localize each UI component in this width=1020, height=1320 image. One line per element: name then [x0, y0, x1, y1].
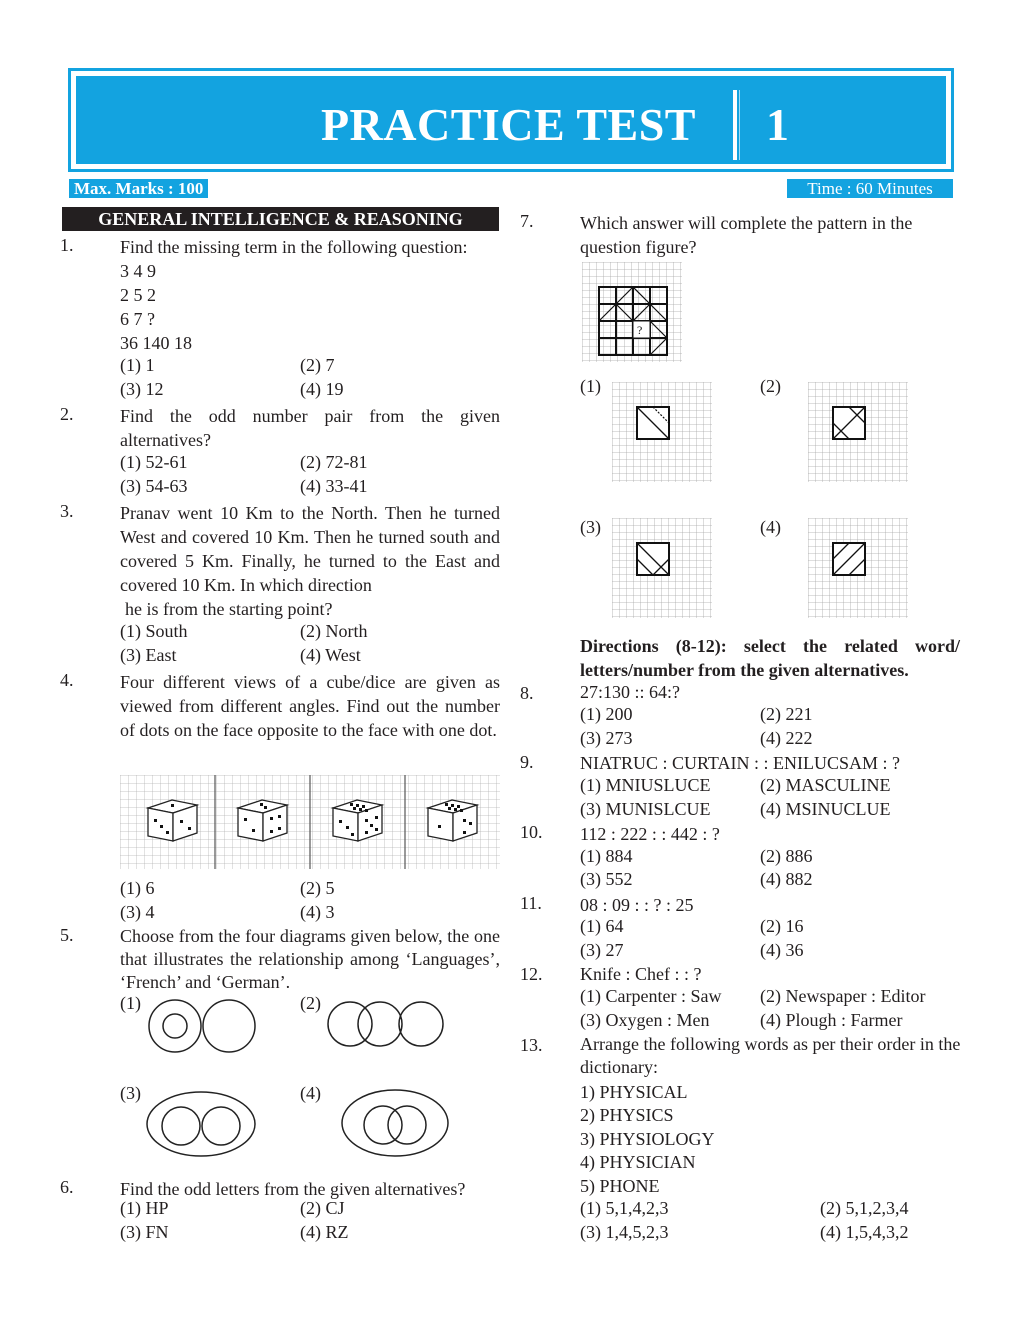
- option[interactable]: (1) Carpenter : Saw: [580, 986, 722, 1006]
- option[interactable]: (4) 33-41: [300, 476, 368, 496]
- option[interactable]: (4) West: [300, 645, 361, 665]
- title-divider: [733, 90, 737, 160]
- word-item: 4) PHYSICIAN: [580, 1152, 696, 1172]
- number-row: 36 140 18: [120, 333, 192, 353]
- question-number: 1.: [60, 235, 74, 255]
- word-item: 5) PHONE: [580, 1176, 660, 1196]
- option[interactable]: (3) East: [120, 645, 177, 665]
- option[interactable]: (1) 52-61: [120, 452, 188, 472]
- option[interactable]: (1) 884: [580, 846, 633, 866]
- question-text: Find the odd number pair from the given alternatives?: [120, 406, 500, 450]
- option[interactable]: (2) 5: [300, 878, 335, 898]
- time-badge: Time : 60 Minutes: [787, 179, 953, 198]
- test-number: 1: [766, 99, 789, 150]
- pattern-question-figure: [582, 262, 682, 362]
- directions-text: Directions (8-12): select the related word/ letters/number from the given alternatives.: [580, 636, 960, 680]
- option[interactable]: (2) 72-81: [300, 452, 368, 472]
- question-text: NIATRUC : CURTAIN : : ENILUCSAM : ?: [580, 753, 900, 773]
- pattern-option-2: [808, 382, 908, 482]
- option[interactable]: (3) 4: [120, 902, 155, 922]
- question-number: 7.: [520, 211, 534, 231]
- option[interactable]: (2) MASCULINE: [760, 775, 891, 795]
- option[interactable]: (1) MNIUSLUCE: [580, 775, 711, 795]
- question-text: Knife : Chef : : ?: [580, 964, 702, 984]
- option[interactable]: (3): [120, 1083, 141, 1103]
- question-number: 10.: [520, 822, 543, 842]
- question-number: 12.: [520, 964, 543, 984]
- option[interactable]: (3) 27: [580, 940, 624, 960]
- dice-views-figure: [120, 775, 500, 869]
- word-item: 1) PHYSICAL: [580, 1082, 688, 1102]
- question-number: 3.: [60, 501, 74, 521]
- option[interactable]: (4) Plough : Farmer: [760, 1010, 903, 1030]
- option[interactable]: (2) 16: [760, 916, 804, 936]
- option[interactable]: (2): [300, 993, 321, 1013]
- option[interactable]: (1): [120, 993, 141, 1013]
- option[interactable]: (1) 5,1,4,2,3: [580, 1198, 669, 1218]
- option[interactable]: (3) FN: [120, 1222, 169, 1242]
- option[interactable]: (2) 7: [300, 355, 335, 375]
- question-text: Which answer will complete the pattern in the question figure?: [580, 213, 913, 257]
- option[interactable]: (3) 54-63: [120, 476, 188, 496]
- title-banner: [68, 68, 954, 172]
- question-text-continued: he is from the starting point?: [125, 599, 333, 619]
- question-text: Arrange the following words as per their order in the dictionary:: [580, 1034, 961, 1077]
- title-divider-shadow: [739, 90, 740, 160]
- question-text: 27:130 :: 64:?: [580, 682, 680, 702]
- option[interactable]: (4) 3: [300, 902, 335, 922]
- page-title: PRACTICE TEST: [320, 99, 696, 150]
- word-item: 3) PHYSIOLOGY: [580, 1129, 715, 1149]
- venn-diagram-option-3: [145, 1088, 260, 1158]
- option[interactable]: (1) 200: [580, 704, 633, 724]
- option[interactable]: (4): [300, 1083, 321, 1103]
- option[interactable]: (3) 552: [580, 869, 633, 889]
- question-text: Find the missing term in the following question:: [120, 237, 468, 257]
- number-row: 6 7 ?: [120, 309, 155, 329]
- svg-text:?: ?: [637, 323, 643, 337]
- option[interactable]: (2): [760, 376, 781, 396]
- option[interactable]: (3) Oxygen : Men: [580, 1010, 710, 1030]
- question-text: 08 : 09 : : ? : 25: [580, 895, 694, 915]
- option[interactable]: (2) North: [300, 621, 368, 641]
- option[interactable]: (1) HP: [120, 1198, 169, 1218]
- pattern-option-4: [808, 518, 908, 618]
- question-number: 8.: [520, 683, 534, 703]
- option[interactable]: (2) CJ: [300, 1198, 345, 1218]
- question-number: 13.: [520, 1035, 543, 1055]
- option[interactable]: (4) MSINUCLUE: [760, 799, 891, 819]
- question-number: 4.: [60, 670, 74, 690]
- question-text: Choose from the four diagrams given below, the one that illustrates the relationship among ‘Languages’, ‘French’ and ‘German’.: [120, 926, 500, 992]
- word-item: 2) PHYSICS: [580, 1105, 674, 1125]
- option[interactable]: (4) 36: [760, 940, 804, 960]
- option[interactable]: (3) 12: [120, 379, 164, 399]
- option[interactable]: (3): [580, 517, 601, 537]
- option[interactable]: (3) 1,4,5,2,3: [580, 1222, 669, 1242]
- number-row: 3 4 9: [120, 261, 156, 281]
- option[interactable]: (3) 273: [580, 728, 633, 748]
- title-banner-fill: [76, 76, 946, 164]
- pattern-option-3: [612, 518, 712, 618]
- question-number: 9.: [520, 752, 534, 772]
- option[interactable]: (4) 222: [760, 728, 813, 748]
- option[interactable]: (1) 64: [580, 916, 624, 936]
- option[interactable]: (1) 6: [120, 878, 155, 898]
- option[interactable]: (4): [760, 517, 781, 537]
- venn-diagram-option-2: [325, 998, 450, 1054]
- question-number: 2.: [60, 404, 74, 424]
- option[interactable]: (2) 5,1,2,3,4: [820, 1198, 909, 1218]
- venn-diagram-option-4: [340, 1088, 450, 1158]
- option[interactable]: (4) RZ: [300, 1222, 349, 1242]
- section-heading: GENERAL INTELLIGENCE & REASONING: [62, 207, 499, 231]
- question-text: Pranav went 10 Km to the North. Then he turned West and covered 10 Km. Then he turned south and covered 5 Km. Finally, he turned to the East and covered 10 Km. In which direction: [120, 503, 500, 595]
- venn-diagram-option-1: [145, 996, 260, 1056]
- max-marks-badge: Max. Marks : 100: [69, 179, 208, 198]
- option[interactable]: (1) South: [120, 621, 188, 641]
- question-number: 5.: [60, 925, 74, 945]
- question-text: Four different views of a cube/dice are given as viewed from different angles. Find out the number of dots on the face opposite to the face with one dot.: [120, 672, 500, 740]
- option[interactable]: (2) 221: [760, 704, 813, 724]
- question-number: 6.: [60, 1177, 74, 1197]
- option[interactable]: (4) 882: [760, 869, 813, 889]
- question-text: Find the odd letters from the given alternatives?: [120, 1179, 466, 1199]
- question-number: 11.: [520, 893, 542, 913]
- option[interactable]: (3) MUNISLCUE: [580, 799, 711, 819]
- option[interactable]: (2) 886: [760, 846, 813, 866]
- pattern-option-1: [612, 382, 712, 482]
- option[interactable]: (1): [580, 376, 601, 396]
- number-row: 2 5 2: [120, 285, 156, 305]
- option[interactable]: (1) 1: [120, 355, 155, 375]
- option[interactable]: (2) Newspaper : Editor: [760, 986, 926, 1006]
- option[interactable]: (4) 1,5,4,3,2: [820, 1222, 909, 1242]
- question-text: 112 : 222 : : 442 : ?: [580, 824, 720, 844]
- option[interactable]: (4) 19: [300, 379, 344, 399]
